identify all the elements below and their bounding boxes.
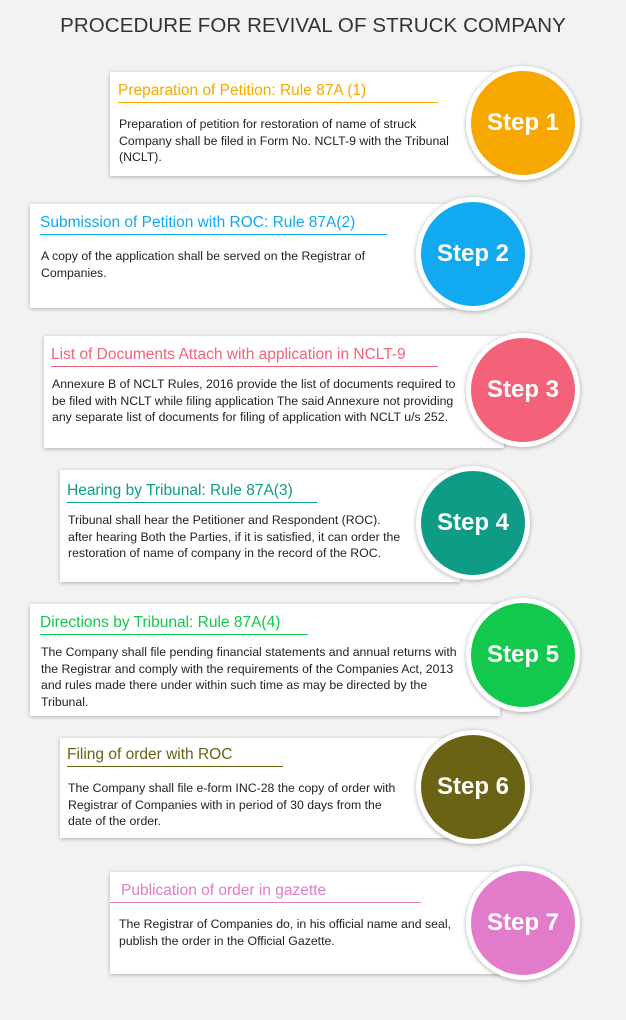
step-6-card — [60, 738, 460, 838]
step-1-text: Preparation of petition for restoration of name of struck Company shall be filed in Form No. NCLT-9 with the Tribunal (NCLT). — [119, 117, 449, 165]
step-2-heading: Submission of Petition with ROC: Rule 87A(2) — [40, 214, 387, 235]
step-1-circle — [466, 66, 580, 180]
step-2-circle — [416, 197, 530, 311]
step-3-card — [44, 336, 504, 448]
step-4-heading: Hearing by Tribunal: Rule 87A(3) — [67, 482, 317, 503]
step-6-label: Step 6 — [436, 773, 510, 800]
step-5-card — [30, 604, 500, 716]
step-3-text: Annexure B of NCLT Rules, 2016 provide the list of documents required to be filed with NCLT while filing application The said Annexure not providing any separate list of documents for filing of application with NCLT u/s 252. — [52, 377, 456, 425]
step-5-circle — [466, 598, 580, 712]
step-6-text: The Company shall file e-form INC-28 the copy of order with Registrar of Companies with in period of 30 days from the date of the order. — [68, 781, 396, 829]
step-5-label: Step 5 — [486, 641, 560, 668]
step-1-card — [110, 72, 498, 176]
step-6-circle — [416, 730, 530, 844]
step-3-label: Step 3 — [486, 376, 560, 403]
step-2-label: Step 2 — [436, 240, 510, 267]
step-7-circle — [466, 866, 580, 980]
step-4-label: Step 4 — [436, 509, 510, 536]
step-4-card — [60, 470, 460, 582]
step-5-text: The Company shall file pending financial statements and annual returns with the Registrar and comply with the requirements of the Companies Act, 2013 and rules made there under within such time as may be directed by the Tribunal. — [41, 645, 457, 709]
page-title: PROCEDURE FOR REVIVAL OF STRUCK COMPANY — [60, 14, 566, 37]
step-7-card — [110, 872, 500, 974]
step-7-heading: Publication of order in gazette — [110, 882, 421, 903]
step-1-heading: Preparation of Petition: Rule 87A (1) — [118, 82, 438, 103]
step-2-card — [30, 204, 455, 308]
step-1-label: Step 1 — [486, 109, 560, 136]
step-3-circle — [466, 333, 580, 447]
step-5-heading: Directions by Tribunal: Rule 87A(4) — [40, 614, 308, 635]
step-4-circle — [416, 466, 530, 580]
step-2-text: A copy of the application shall be served on the Registrar of Companies. — [41, 249, 366, 280]
step-7-label: Step 7 — [486, 909, 560, 936]
step-6-heading: Filing of order with ROC — [67, 746, 283, 767]
step-4-text: Tribunal shall hear the Petitioner and Respondent (ROC). after hearing Both the Parties, if it is satisfied, it can order the restoration of name of company in the record of the ROC. — [68, 513, 401, 561]
step-3-heading: List of Documents Attach with application in NCLT-9 — [51, 346, 438, 367]
step-7-text: The Registrar of Companies do, in his official name and seal, publish the order in the Official Gazette. — [119, 917, 451, 948]
